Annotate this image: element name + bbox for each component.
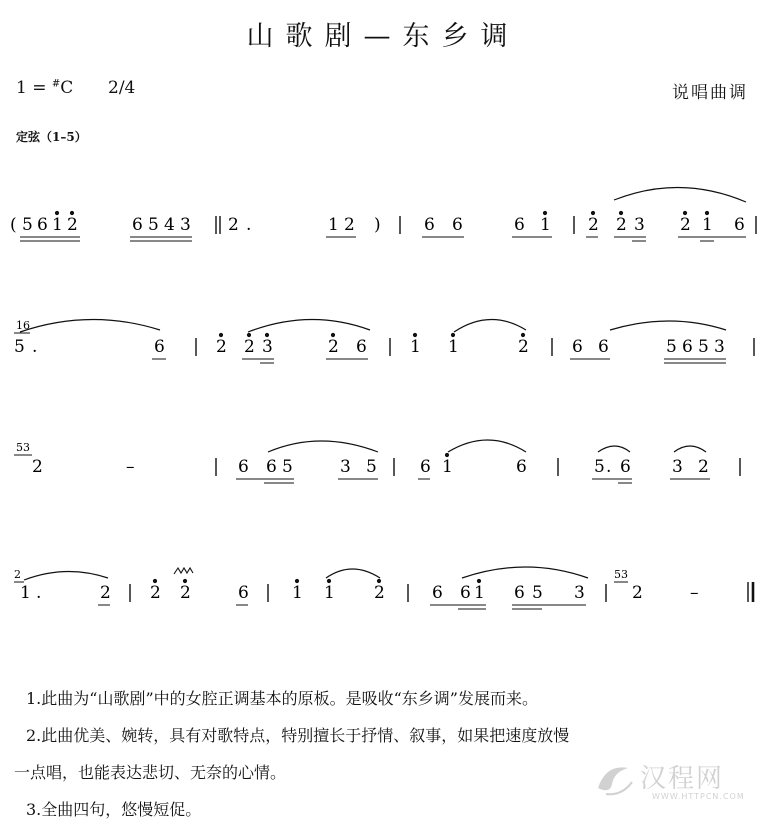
note: 6	[598, 337, 609, 357]
note: 6	[432, 583, 443, 603]
score-line-1	[10, 180, 760, 250]
note: 1	[448, 337, 459, 357]
note: 6	[452, 215, 463, 235]
score-line-3	[10, 420, 760, 490]
note-line-1: 1.此曲为“山歌剧”中的女腔正调基本的原板。是吸收“东乡调”发展而来。	[26, 689, 538, 708]
line3-marks	[14, 440, 740, 483]
note: 6	[460, 583, 471, 603]
dot: .	[606, 457, 612, 477]
note: 6	[682, 337, 693, 357]
line1-marks	[20, 187, 756, 241]
grace-note: 53	[16, 441, 30, 454]
dot: .	[246, 215, 252, 235]
line2-marks	[14, 319, 754, 363]
note: 1	[324, 583, 335, 603]
note: 1	[442, 457, 453, 477]
grace-note: 2	[14, 568, 21, 581]
note: 6	[514, 583, 525, 603]
note: 3	[634, 215, 645, 235]
note: 5	[366, 457, 377, 477]
note: 6	[356, 337, 367, 357]
note-line-3: 一点唱，也能表达悲切、无奈的心情。	[14, 763, 287, 782]
time-signature: 2/4	[108, 78, 136, 98]
note: 5	[22, 215, 33, 235]
note: 6	[620, 457, 631, 477]
line4-notes	[14, 568, 699, 603]
note: 2	[100, 583, 111, 603]
note: 2	[228, 215, 239, 235]
note: 2	[180, 583, 191, 603]
paren: )	[374, 215, 381, 235]
note: 1	[410, 337, 421, 357]
note: 2	[698, 457, 709, 477]
score-line-4	[10, 546, 760, 616]
note: 6	[424, 215, 435, 235]
note: 2	[150, 583, 161, 603]
note: 1	[20, 583, 31, 603]
note: 2	[680, 215, 691, 235]
score-line-2	[10, 300, 760, 370]
note: 1	[540, 215, 551, 235]
note: 2	[616, 215, 627, 235]
note: 6	[572, 337, 583, 357]
note: 3	[574, 583, 585, 603]
note: 6	[37, 215, 48, 235]
note: (	[10, 215, 17, 235]
dash: –	[690, 583, 699, 603]
note: 2	[518, 337, 529, 357]
dash: –	[126, 457, 135, 477]
note: 3	[672, 457, 683, 477]
note: 2	[328, 337, 339, 357]
note: 1	[292, 583, 303, 603]
note: 5	[14, 337, 25, 357]
watermark-text: 汉程网	[640, 764, 725, 794]
note: 6	[238, 583, 249, 603]
watermark-logo-icon	[592, 758, 636, 802]
note: 2	[216, 337, 227, 357]
note: 3	[340, 457, 351, 477]
note: 6	[154, 337, 165, 357]
note: 2	[344, 215, 355, 235]
note-line-4: 3.全曲四句，悠慢短促。	[26, 800, 202, 819]
key-prefix: 1 =	[16, 78, 52, 98]
note: 1	[474, 583, 485, 603]
tuning-label: 定弦（1–5）	[16, 130, 87, 144]
note: 5	[594, 457, 605, 477]
note: 1	[702, 215, 713, 235]
note: 6	[734, 215, 745, 235]
line2-notes	[14, 319, 725, 357]
watermark	[592, 756, 752, 808]
note: 6	[420, 457, 431, 477]
note: 2	[588, 215, 599, 235]
note: 2	[374, 583, 385, 603]
note: 2	[632, 583, 643, 603]
note-line-2: 2.此曲优美、婉转，具有对歌特点，特别擅长于抒情、叙事，如果把速度放慢	[26, 726, 570, 745]
note: 2	[244, 337, 255, 357]
dot: .	[32, 337, 38, 357]
note: 1	[328, 215, 339, 235]
style-label: 说唱曲调	[672, 83, 748, 103]
note: 5	[666, 337, 677, 357]
note: 1	[52, 215, 63, 235]
note: 6	[266, 457, 277, 477]
note: 5	[282, 457, 293, 477]
watermark-url: WWW.HTTPCN.COM	[652, 792, 745, 801]
note: 3	[714, 337, 725, 357]
note: 2	[32, 457, 43, 477]
note: 6	[516, 457, 527, 477]
note: 3	[262, 337, 273, 357]
note: 2	[67, 215, 78, 235]
note: 6	[238, 457, 249, 477]
note: 5	[698, 337, 709, 357]
song-title: 山歌剧—东乡调	[246, 21, 520, 52]
note: 6	[514, 215, 525, 235]
note: 3	[180, 215, 191, 235]
note: 4	[164, 215, 175, 235]
key-signature	[16, 78, 73, 98]
sharp-sign: #	[51, 78, 61, 90]
grace-note: 16	[16, 319, 30, 332]
dot: .	[36, 583, 42, 603]
note: 5	[532, 583, 543, 603]
note: 6	[132, 215, 143, 235]
line1-notes	[10, 215, 745, 235]
key-note: C	[60, 78, 74, 98]
grace-note: 53	[614, 568, 628, 581]
note: 5	[148, 215, 159, 235]
